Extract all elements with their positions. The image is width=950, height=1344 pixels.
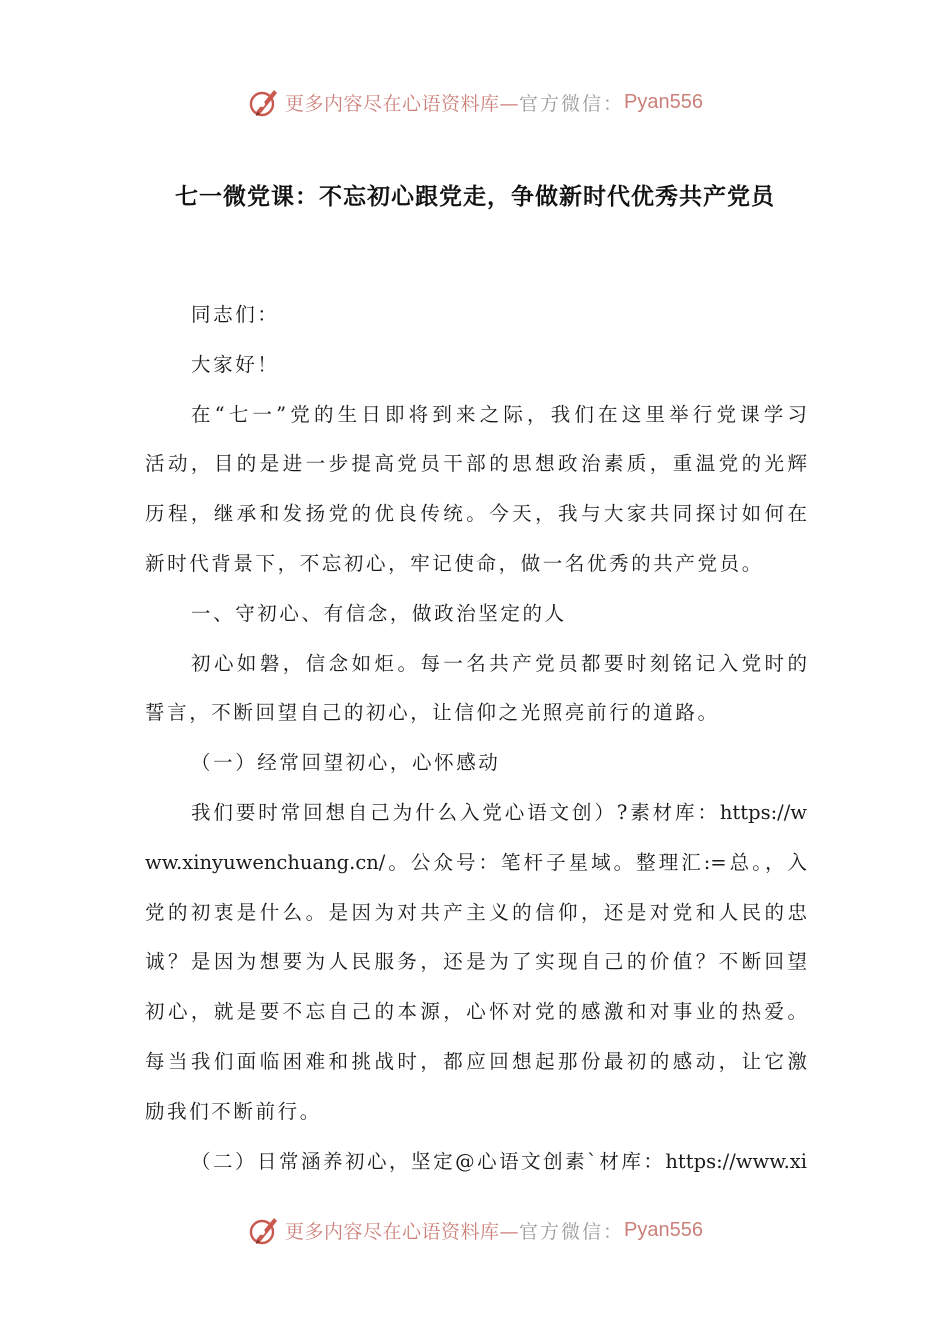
paragraph-line: 每当我们面临困难和挑战时，都应回想起那份最初的感动，让它激 (145, 1049, 807, 1073)
document-body (145, 290, 807, 1186)
header-banner (0, 80, 950, 124)
banner-wechat-label: 官方微信： (519, 1220, 625, 1243)
paragraph-line: 历程，继承和发扬党的优良传统。今天，我与大家共同探讨如何在 (145, 502, 807, 526)
section-heading: 一、守初心、有信念，做政治坚定的人 (191, 601, 567, 625)
pen-logo-icon (247, 85, 281, 119)
banner-wechat-id: Pyan556 (624, 90, 703, 113)
greeting: 大家好！ (191, 352, 280, 376)
pen-logo-icon (247, 1213, 281, 1247)
banner-wechat-id: Pyan556 (624, 1218, 703, 1241)
paragraph-line: 初心，就是要不忘自己的本源，心怀对党的感激和对事业的热爱。 (145, 1000, 807, 1024)
paragraph-line: 在“七一”党的生日即将到来之际，我们在这里举行党课学习 (191, 402, 807, 426)
paragraph-line: 励我们不断前行。 (145, 1099, 322, 1123)
subsection-heading: （一）经常回望初心，心怀感动 (191, 751, 501, 775)
paragraph-line: 活动，目的是进一步提高党员干部的思想政治素质，重温党的光辉 (145, 452, 807, 476)
paragraph-line: 誓言，不断回望自己的初心，让信仰之光照亮前行的道路。 (145, 701, 720, 725)
paragraph-line: 诚？是因为想要为人民服务，还是为了实现自己的价值？不断回望 (145, 950, 807, 974)
paragraph-line: 新时代背景下，不忘初心，牢记使命，做一名优秀的共产党员。 (145, 551, 764, 575)
subsection-heading: （二）日常涵养初心，坚定@心语文创素`材库：https://www.xi (191, 1149, 807, 1173)
paragraph-line: 我们要时常回想自己为什么入党心语文创）?素材库：https://w (191, 800, 807, 824)
banner-wechat-label: 官方微信： (519, 92, 625, 115)
footer-banner (0, 1208, 950, 1252)
paragraph-line: 党的初衷是什么。是因为对共产主义的信仰，还是对党和人民的忠 (145, 900, 807, 924)
salutation: 同志们： (191, 303, 280, 326)
banner-text: 更多内容尽在心语资料库— (285, 92, 520, 115)
paragraph-line: 初心如磐，信念如炬。每一名共产党员都要时刻铭记入党时的 (191, 651, 807, 675)
banner-text: 更多内容尽在心语资料库— (285, 1220, 520, 1243)
document-title: 七一微党课：不忘初心跟党走，争做新时代优秀共产党员 (175, 183, 775, 210)
paragraph-line: ww.xinyuwenchuang.cn/。公众号：笔杆子星域。整理汇:=总。，入 (145, 850, 807, 874)
